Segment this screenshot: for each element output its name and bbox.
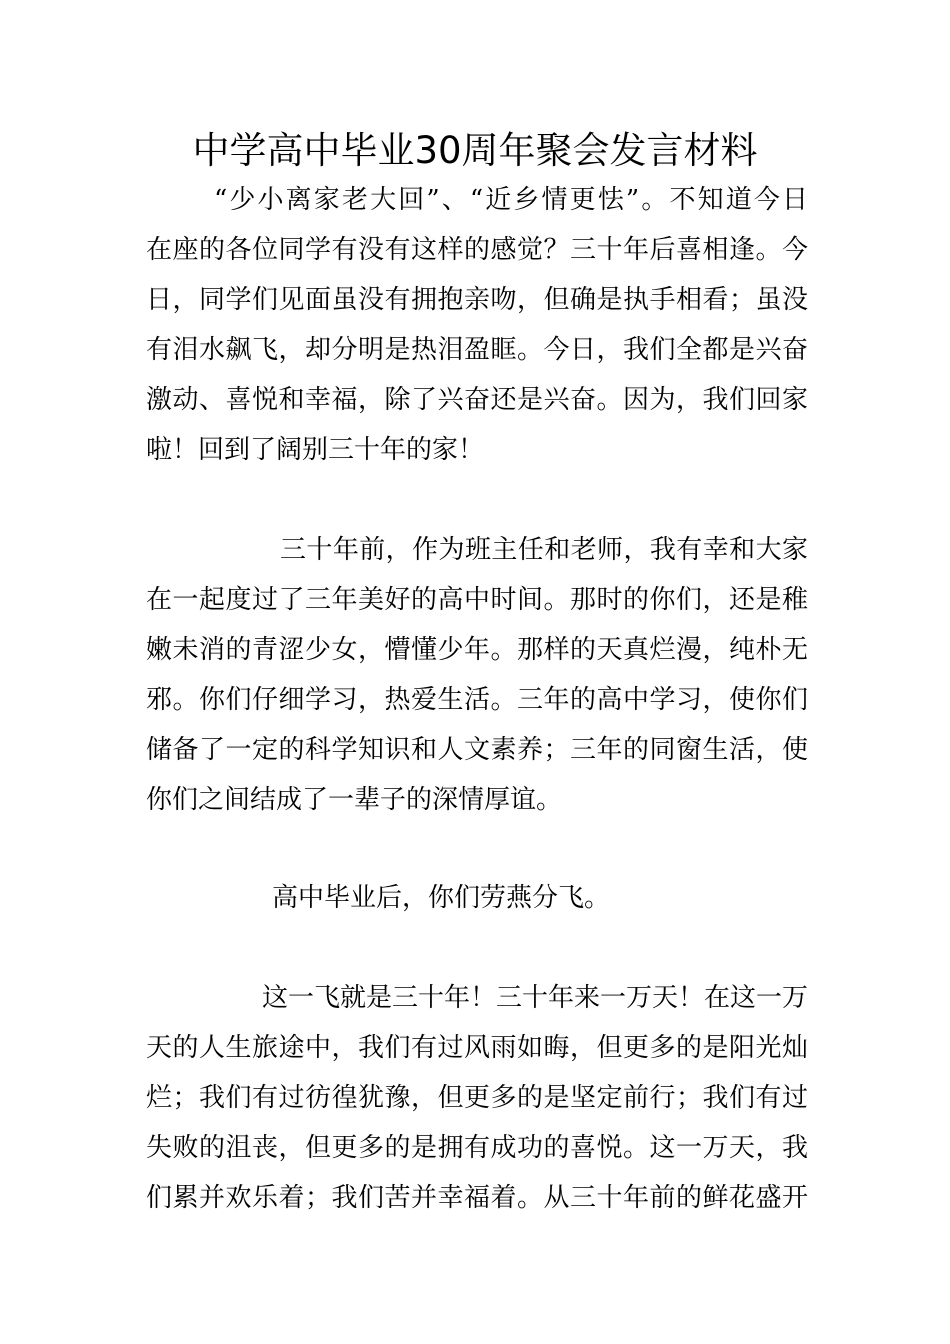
document-title: 中学高中毕业30周年聚会发言材料 [192,129,758,172]
text-line: 高中毕业后，你们劳燕分飞。 [272,883,611,913]
text-line: 们累并欢乐着；我们苦并幸福着。从三十年前的鲜花盛开 [146,1183,808,1213]
text-line: 有泪水飙飞，却分明是热泪盈眶。今日，我们全都是兴奋 [146,335,808,365]
text-line: “少小离家老大回”、“近乡情更怯”。不知道今日 [214,185,808,215]
text-line: 邪。你们仔细学习，热爱生活。三年的高中学习，使你们 [146,685,808,715]
text-line: 在一起度过了三年美好的高中时间。那时的你们，还是稚 [146,585,808,615]
text-line: 啦！回到了阔别三十年的家！ [146,435,485,465]
text-line: 储备了一定的科学知识和人文素养；三年的同窗生活，使 [146,735,808,765]
text-line: 嫩未消的青涩少女，懵懂少年。那样的天真烂漫，纯朴无 [146,635,808,665]
text-line: 激动、喜悦和幸福，除了兴奋还是兴奋。因为，我们回家 [146,385,808,415]
text-line: 失败的沮丧，但更多的是拥有成功的喜悦。这一万天，我 [146,1133,808,1163]
text-line: 在座的各位同学有没有这样的感觉？三十年后喜相逢。今 [146,235,808,265]
text-line: 天的人生旅途中，我们有过风雨如晦，但更多的是阳光灿 [146,1033,808,1063]
text-line: 日，同学们见面虽没有拥抱亲吻，但确是执手相看；虽没 [146,285,808,315]
text-line: 三十年前，作为班主任和老师，我有幸和大家 [280,535,808,565]
text-line: 你们之间结成了一辈子的深情厚谊。 [146,785,563,815]
text-line: 这一飞就是三十年！三十年来一万天！在这一万 [262,983,809,1013]
text-line: 烂；我们有过彷徨犹豫，但更多的是坚定前行；我们有过 [146,1083,808,1113]
